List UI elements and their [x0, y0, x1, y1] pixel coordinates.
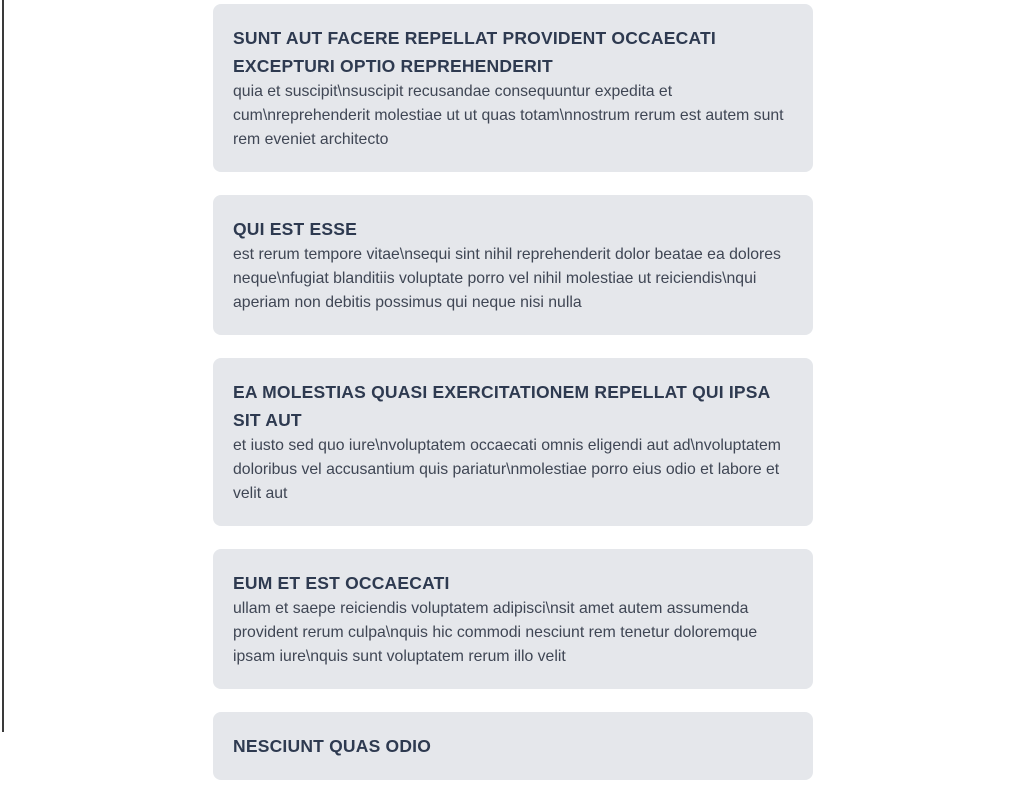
window-left-edge: [2, 0, 4, 732]
post-card[interactable]: [213, 549, 813, 689]
post-card[interactable]: [213, 358, 813, 526]
posts-list: [213, 4, 813, 803]
post-title: QUI EST ESSE: [233, 219, 357, 239]
post-card[interactable]: [213, 712, 813, 780]
post-body: est rerum tempore vitae\nsequi sint nihil reprehenderit dolor beatae ea dolores neque\nfugiat blanditiis voluptate porro vel nihil molestiae ut reiciendis\nqui aperiam non debitis possimus qui neque nisi nulla: [233, 246, 781, 311]
post-title: SUNT AUT FACERE REPELLAT PROVIDENT OCCAECATI EXCEPTURI OPTIO REPREHENDERIT: [233, 28, 716, 76]
post-card[interactable]: [213, 4, 813, 172]
post-card[interactable]: [213, 195, 813, 335]
post-body: et iusto sed quo iure\nvoluptatem occaecati omnis eligendi aut ad\nvoluptatem doloribus vel accusantium quis pariatur\nmolestiae porro eius odio et labore et velit aut: [233, 437, 781, 502]
post-body: ullam et saepe reiciendis voluptatem adipisci\nsit amet autem assumenda provident rerum culpa\nquis hic commodi nesciunt rem tenetur doloremque ipsam iure\nquis sunt voluptatem rerum illo velit: [233, 600, 758, 665]
post-title: NESCIUNT QUAS ODIO: [233, 736, 432, 756]
post-title: EA MOLESTIAS QUASI EXERCITATIONEM REPELLAT QUI IPSA SIT AUT: [233, 382, 770, 430]
post-body: quia et suscipit\nsuscipit recusandae consequuntur expedita et cum\nreprehenderit molestiae ut ut quas totam\nnostrum rerum est autem sunt rem eveniet architecto: [233, 83, 784, 148]
post-title: EUM ET EST OCCAECATI: [233, 573, 450, 593]
